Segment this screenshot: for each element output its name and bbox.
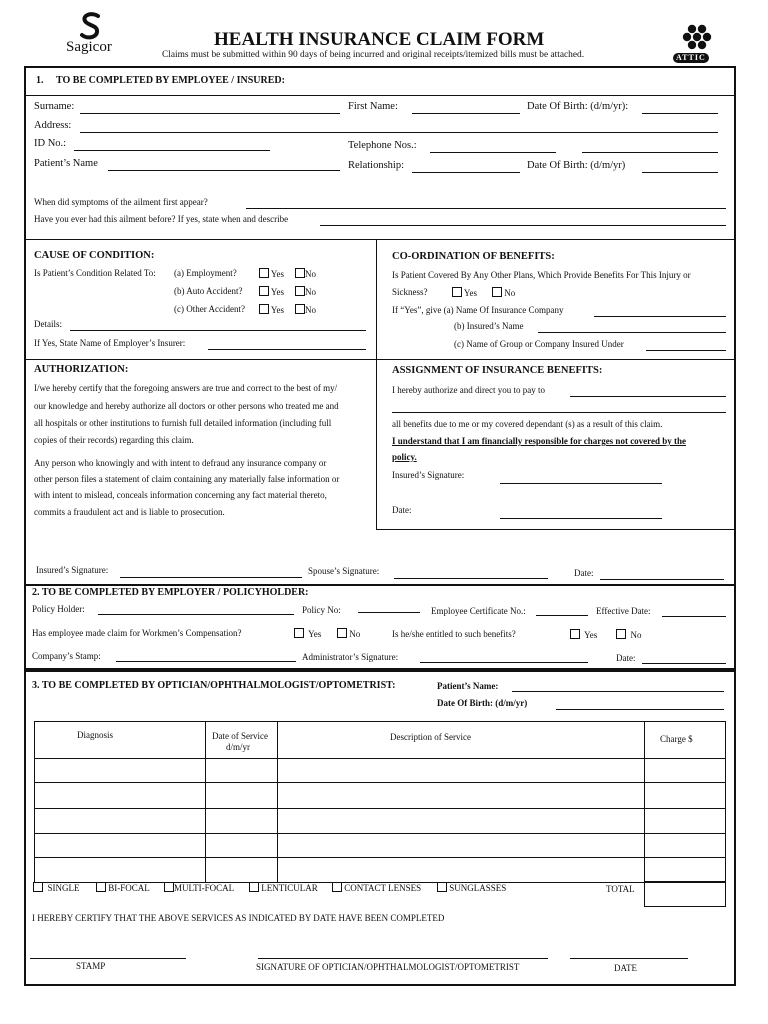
employer-insurer-field[interactable] <box>208 349 366 350</box>
policy-holder-field[interactable] <box>98 614 294 615</box>
coordination-question-line2: Sickness? <box>392 287 428 297</box>
payee-field-line2[interactable] <box>392 412 726 413</box>
partner-logo-text: ATTIC <box>673 53 709 63</box>
sunglasses-label: SUNGLASSES <box>449 883 507 893</box>
total-field[interactable] <box>644 881 726 907</box>
patient-name-field[interactable] <box>108 170 340 171</box>
authorization-text-line: I/we hereby certify that the foregoing answers are true and correct to the best of my/ <box>34 383 338 393</box>
entitled-no-checkbox[interactable] <box>616 629 626 639</box>
surname-field[interactable] <box>80 113 340 114</box>
coordination-insured-name-label: (b) Insured’s Name <box>454 321 524 331</box>
multi-focal-checkbox[interactable] <box>164 882 174 892</box>
authorization-heading: AUTHORIZATION: <box>34 364 129 375</box>
partner-hexagon-logo-icon <box>682 24 712 52</box>
administrator-signature-field[interactable] <box>420 662 588 663</box>
optician-patient-name-label: Patient’s Name: <box>437 681 499 691</box>
employee-certificate-label: Employee Certificate No.: <box>431 606 526 616</box>
relationship-field[interactable] <box>412 172 520 173</box>
form-subtitle: Claims must be submitted within 90 days of being incurred and original receipts/itemized bills must be attached. <box>162 50 585 60</box>
financial-responsibility-text-2: policy. <box>392 452 417 462</box>
cause-a-yes-label: Yes <box>270 269 285 279</box>
insurance-company-label: If “Yes”, give (a) Name Of Insurance Company <box>392 305 564 315</box>
effective-date-field[interactable] <box>662 616 726 617</box>
authorization-text-line: all hospitals or other institutions to furnish full detailed information (including full <box>34 418 332 428</box>
relationship-label: Relationship: <box>348 160 404 171</box>
optician-signature-label: SIGNATURE OF OPTICIAN/OPHTHALMOLOGIST/OPTOMETRIST <box>256 962 520 972</box>
prior-ailment-question: Have you ever had this ailment before? If yes, state when and describe <box>34 214 289 224</box>
details-field[interactable] <box>70 330 366 331</box>
workmens-yes-label: Yes <box>308 629 322 639</box>
insured-signature-field[interactable] <box>120 577 302 578</box>
workmens-comp-question: Has employee made claim for Workmen’s Compensation? <box>32 628 242 638</box>
policy-no-field[interactable] <box>358 612 420 613</box>
employee-certificate-field[interactable] <box>536 615 588 616</box>
company-stamp-field[interactable] <box>116 661 296 662</box>
coordination-heading: CO-ORDINATION OF BENEFITS: <box>392 251 555 262</box>
optician-dob-label: Date Of Birth: (d/m/yr) <box>437 698 528 708</box>
single-label: SINGLE <box>47 883 80 893</box>
cause-c-label: (c) Other Accident? <box>174 304 245 314</box>
assignment-authorize-text: I hereby authorize and direct you to pay to <box>392 385 545 395</box>
cause-b-label: (b) Auto Accident? <box>174 286 243 296</box>
total-label: TOTAL <box>606 884 635 894</box>
section1-number: 1. <box>36 75 44 86</box>
insured-signature-label: Insured’s Signature: <box>36 565 109 575</box>
column-header-date-format: d/m/yr <box>226 742 250 752</box>
coordination-insured-name-field[interactable] <box>538 332 726 333</box>
surname-label: Surname: <box>34 101 75 112</box>
cause-c-yes-label: Yes <box>270 305 285 315</box>
telephone-field-1[interactable] <box>430 152 556 153</box>
address-field[interactable] <box>80 132 718 133</box>
first-name-field[interactable] <box>412 113 520 114</box>
entitled-yes-label: Yes <box>584 630 598 640</box>
optician-signature-field[interactable] <box>258 958 548 959</box>
optician-date-label: DATE <box>614 963 637 973</box>
cause-c-no-checkbox[interactable] <box>295 304 305 314</box>
cause-a-label: (a) Employment? <box>174 268 237 278</box>
stamp-field[interactable] <box>30 958 186 959</box>
column-header-charge: Charge $ <box>660 734 693 744</box>
form-title: HEALTH INSURANCE CLAIM FORM <box>214 29 545 50</box>
signature-date-field[interactable] <box>600 579 724 580</box>
multi-focal-label: MULTI-FOCAL <box>174 883 235 893</box>
group-company-label: (c) Name of Group or Company Insured Under <box>454 339 624 349</box>
coordination-yes-label: Yes <box>463 288 478 298</box>
service-table <box>34 721 726 883</box>
optician-date-field[interactable] <box>570 958 688 959</box>
bi-focal-checkbox[interactable] <box>96 882 106 892</box>
first-name-label: First Name: <box>348 101 398 112</box>
column-header-description: Description of Service <box>390 732 471 742</box>
fraud-warning-line: other person files a statement of claim containing any materially false information or <box>34 474 340 484</box>
cause-c-no-label: No <box>305 305 316 315</box>
prior-ailment-field[interactable] <box>320 225 726 226</box>
lenticular-checkbox[interactable] <box>249 882 259 892</box>
workmens-yes-checkbox[interactable] <box>294 628 304 638</box>
id-no-label: ID No.: <box>34 138 67 149</box>
cause-b-yes-checkbox[interactable] <box>259 286 269 296</box>
spouse-signature-field[interactable] <box>394 578 548 579</box>
telephone-field-2[interactable] <box>582 152 718 153</box>
coordination-no-label: No <box>504 288 516 298</box>
contact-lenses-label: CONTACT LENSES <box>344 883 422 893</box>
section2-heading: 2. TO BE COMPLETED BY EMPLOYER / POLICYHOLDER: <box>32 587 309 598</box>
id-no-field[interactable] <box>74 150 270 151</box>
optician-patient-name-field[interactable] <box>512 691 724 692</box>
single-checkbox[interactable] <box>33 882 43 892</box>
stamp-label: STAMP <box>76 961 106 971</box>
employer-date-field[interactable] <box>642 663 726 664</box>
cause-b-no-label: No <box>305 287 316 297</box>
cause-a-no-checkbox[interactable] <box>295 268 305 278</box>
administrator-signature-label: Administrator’s Signature: <box>302 652 399 662</box>
signature-date-label: Date: <box>574 568 594 578</box>
cause-a-yes-checkbox[interactable] <box>259 268 269 278</box>
patient-dob-field[interactable] <box>642 172 718 173</box>
assignment-heading: ASSIGNMENT OF INSURANCE BENEFITS: <box>392 365 603 376</box>
entitled-no-label: No <box>630 630 642 640</box>
coordination-yes-checkbox[interactable] <box>452 287 462 297</box>
telephone-label: Telephone Nos.: <box>348 140 417 151</box>
assignment-insured-signature-field[interactable] <box>500 483 662 484</box>
cause-c-yes-checkbox[interactable] <box>259 304 269 314</box>
assignment-date-field[interactable] <box>500 518 662 519</box>
insurance-company-field[interactable] <box>594 316 726 317</box>
coordination-question-line1: Is Patient Covered By Any Other Plans, Which Provide Benefits For This Injury or <box>392 270 691 280</box>
patient-name-label: Patient’s Name <box>34 158 98 169</box>
sagicor-logo-icon <box>78 12 104 42</box>
authorization-text-line: our knowledge and hereby authorize all doctors or other persons who treated me and <box>34 401 339 411</box>
financial-responsibility-text: I understand that I am financially responsible for charges not covered by the <box>392 436 687 446</box>
contact-lenses-checkbox[interactable] <box>332 882 342 892</box>
cause-a-no-label: No <box>305 269 316 279</box>
company-stamp-label: Company’s Stamp: <box>32 651 101 661</box>
fraud-warning-line: commits a fraudulent act and is liable to prosecution. <box>34 507 225 517</box>
details-label: Details: <box>34 319 62 329</box>
cause-b-yes-label: Yes <box>270 287 285 297</box>
column-header-diagnosis: Diagnosis <box>77 730 113 740</box>
optician-dob-field[interactable] <box>556 709 724 710</box>
sunglasses-checkbox[interactable] <box>437 882 447 892</box>
section3-heading: 3. TO BE COMPLETED BY OPTICIAN/OPHTHALMOLOGIST/OPTOMETRIST: <box>32 680 396 691</box>
fraud-warning-line: Any person who knowingly and with intent to defraud any insurance company or <box>34 458 327 468</box>
group-company-field[interactable] <box>646 350 726 351</box>
assignment-date-label: Date: <box>392 505 412 515</box>
address-label: Address: <box>34 120 72 131</box>
policy-no-label: Policy No: <box>302 605 341 615</box>
dob-label: Date Of Birth: (d/m/yr): <box>527 101 629 112</box>
effective-date-label: Effective Date: <box>596 606 651 616</box>
brand-name: Sagicor <box>66 39 112 55</box>
cause-heading: CAUSE OF CONDITION: <box>34 250 155 261</box>
fraud-warning-line: with intent to mislead, conceals information concerning any fact material thereto, <box>34 490 327 500</box>
workmens-no-checkbox[interactable] <box>337 628 347 638</box>
policy-holder-label: Policy Holder: <box>32 604 85 614</box>
authorization-text-line: copies of their records) regarding this claim. <box>34 435 194 445</box>
section1-heading: TO BE COMPLETED BY EMPLOYEE / INSURED: <box>56 75 285 86</box>
lenticular-label: LENTICULAR <box>261 883 318 893</box>
bi-focal-label: BI-FOCAL <box>108 883 150 893</box>
employer-insurer-label: If Yes, State Name of Employer’s Insurer: <box>34 338 186 348</box>
dob-field[interactable] <box>642 113 718 114</box>
cause-b-no-checkbox[interactable] <box>295 286 305 296</box>
employer-date-label: Date: <box>616 653 636 663</box>
entitled-yes-checkbox[interactable] <box>570 629 580 639</box>
payee-field[interactable] <box>570 396 726 397</box>
symptoms-question: When did symptoms of the ailment first appear? <box>34 197 208 207</box>
workmens-no-label: No <box>349 629 361 639</box>
assignment-insured-signature-label: Insured’s Signature: <box>392 470 465 480</box>
spouse-signature-label: Spouse’s Signature: <box>308 566 380 576</box>
certification-text: I HEREBY CERTIFY THAT THE ABOVE SERVICES AS INDICATED BY DATE HAVE BEEN COMPLETED <box>32 913 445 923</box>
assignment-benefits-text: all benefits due to me or my covered dependant (s) as a result of this claim. <box>392 419 663 429</box>
symptoms-field[interactable] <box>246 208 726 209</box>
patient-dob-label: Date Of Birth: (d/m/yr) <box>527 160 626 171</box>
cause-question: Is Patient’s Condition Related To: <box>34 268 156 278</box>
coordination-no-checkbox[interactable] <box>492 287 502 297</box>
column-header-date-of-service: Date of Service <box>212 731 268 741</box>
entitled-question: Is he/she entitled to such benefits? <box>392 629 516 639</box>
